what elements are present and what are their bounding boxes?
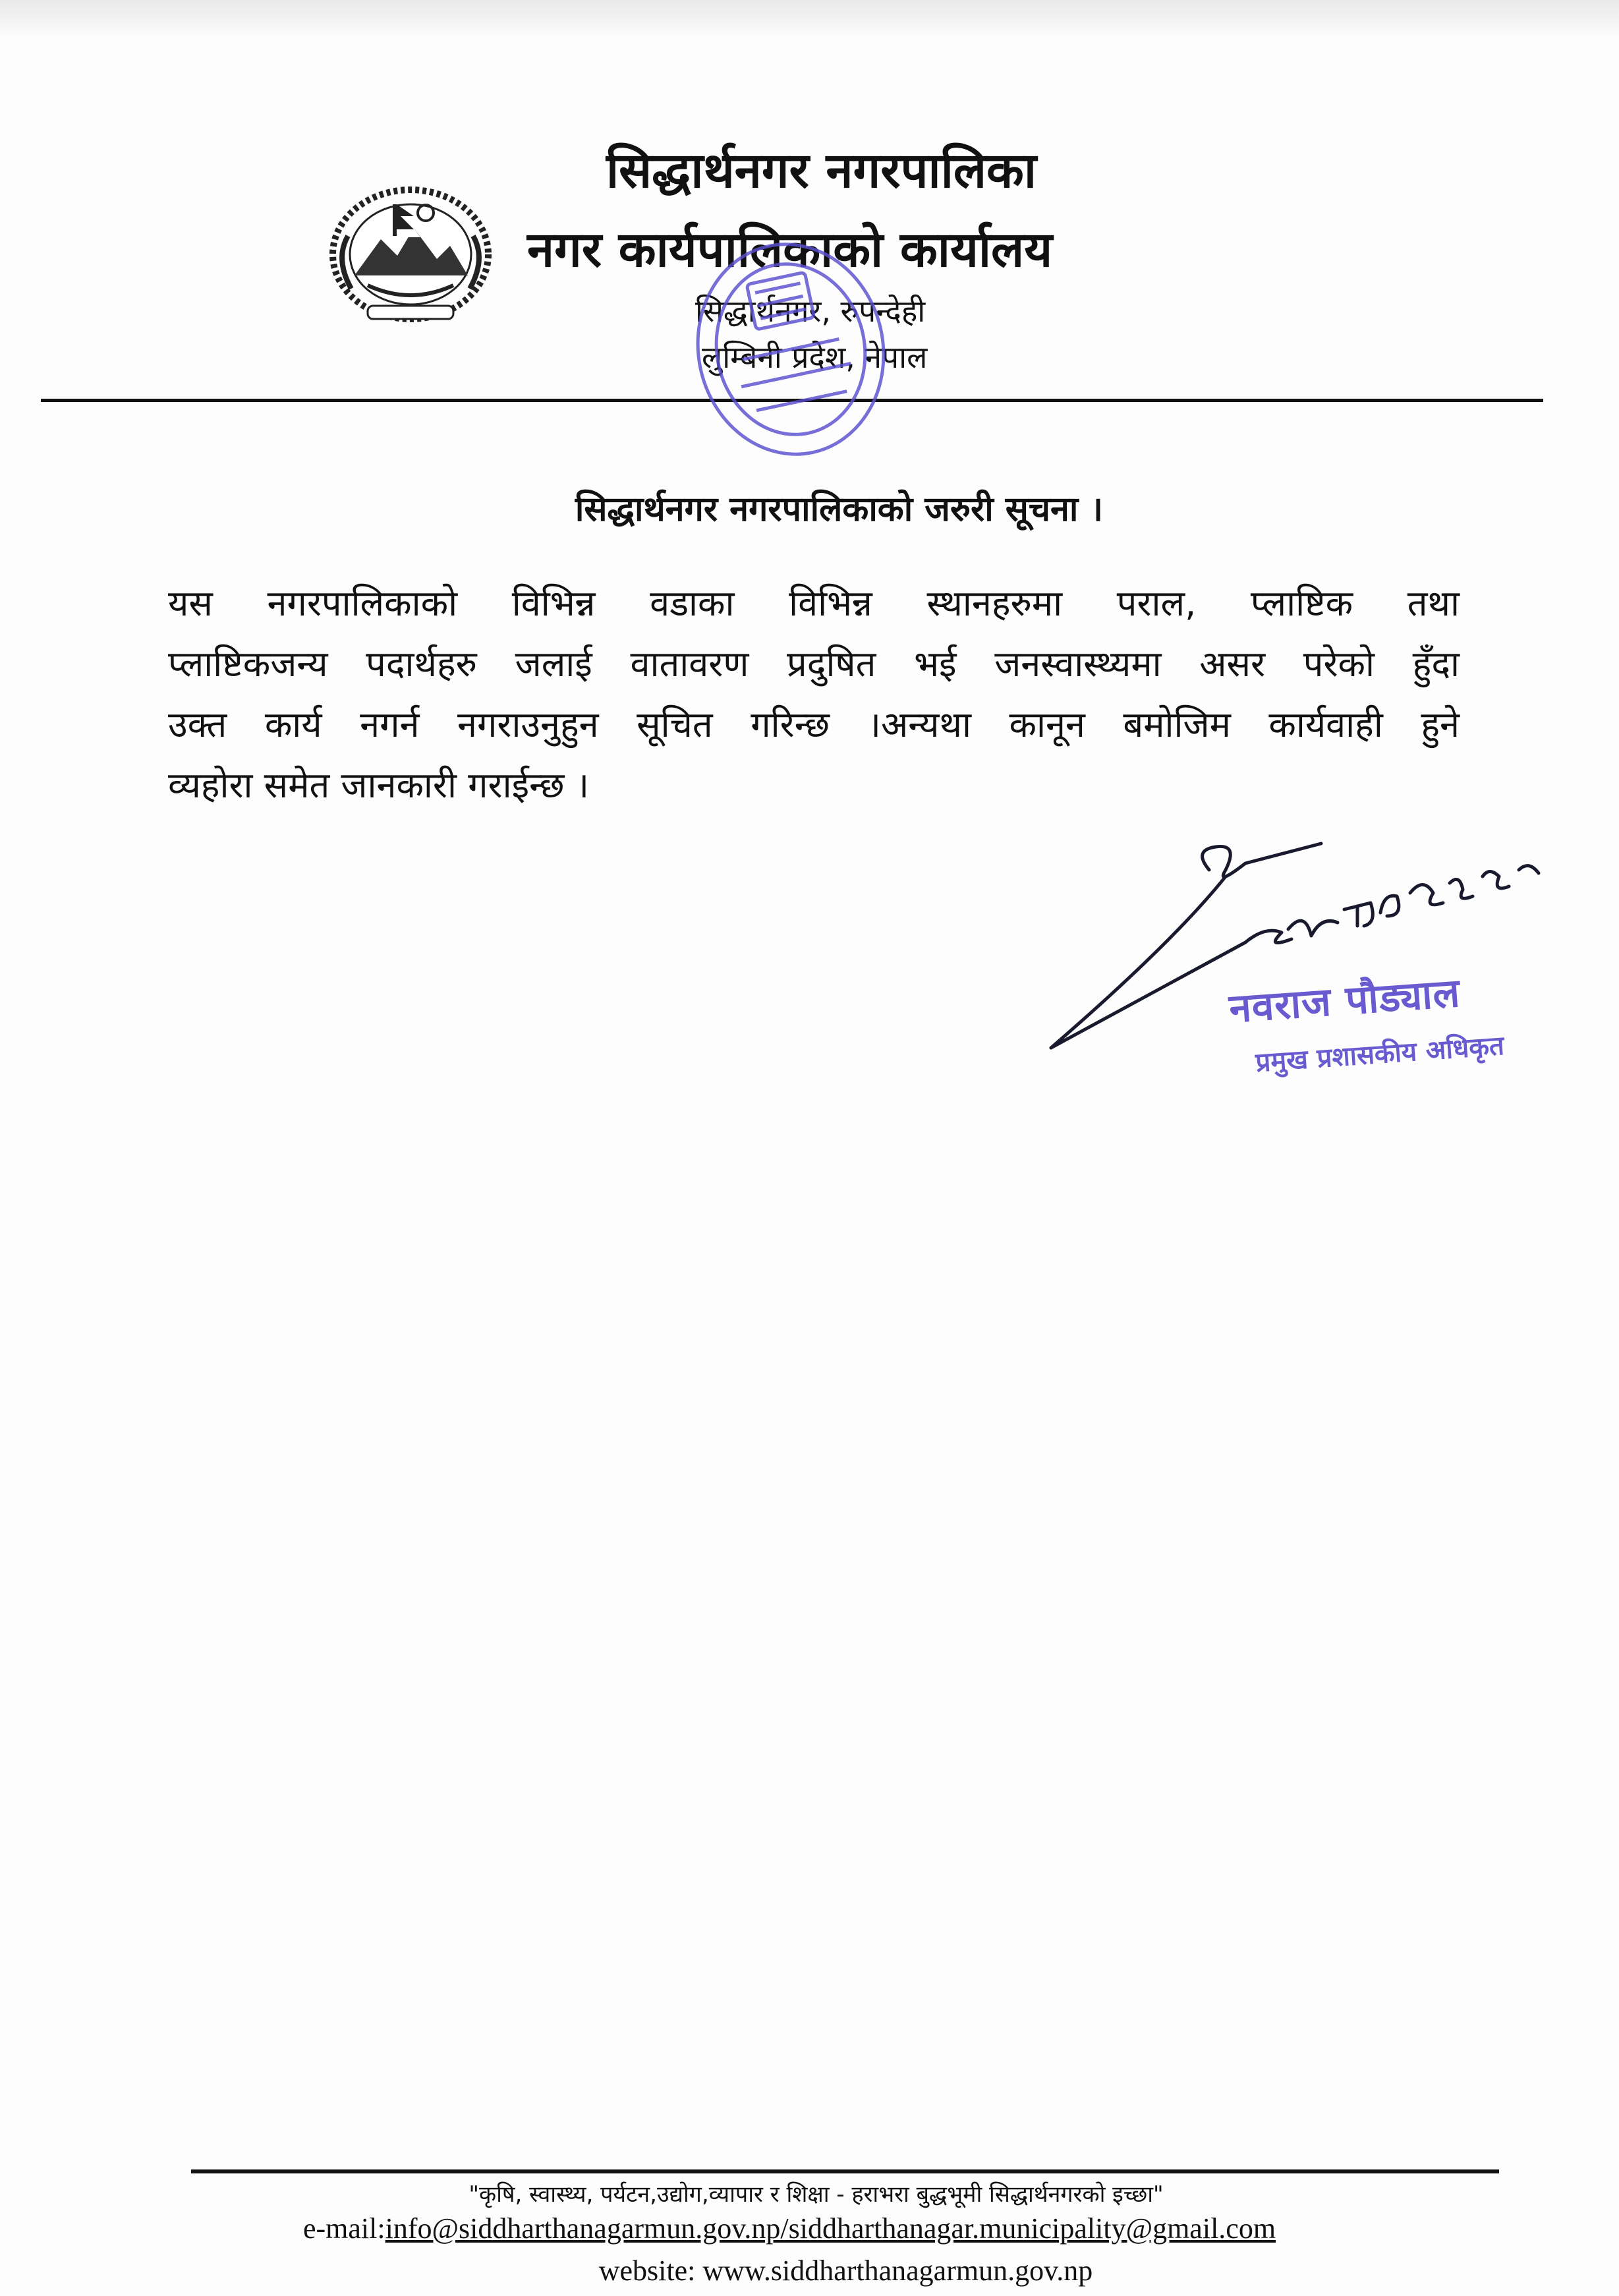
email-label: e-mail: bbox=[303, 2212, 385, 2245]
address-line-2: लुम्बिनी प्रदेश, नेपाल bbox=[702, 339, 928, 375]
body-line: व्यहोरा समेत जानकारी गराईन्छ । bbox=[168, 764, 590, 806]
municipality-title: सिद्धार्थनगर नगरपालिका bbox=[606, 142, 1037, 199]
footer-email bbox=[303, 2212, 1276, 2245]
signatory-designation-stamp: प्रमुख प्रशासकीय अधिकृत bbox=[1255, 1030, 1506, 1079]
nepal-government-emblem-icon bbox=[315, 177, 506, 328]
footer-divider bbox=[191, 2169, 1499, 2173]
office-seal-stamp bbox=[682, 224, 899, 474]
scan-edge-shadow bbox=[0, 0, 1619, 40]
body-line: यस नगरपालिकाको विभिन्न वडाका विभिन्न स्थानहरुमा पराल, प्लाष्टिक तथा bbox=[168, 583, 1460, 624]
website-link[interactable]: www.siddharthanagarmun.gov.np bbox=[702, 2254, 1093, 2287]
body-line: प्लाष्टिकजन्य पदार्थहरु जलाई वातावरण प्रदुषित भई जनस्वास्थ्यमा असर परेको हुँदा bbox=[168, 643, 1460, 685]
body-line: उक्त कार्य नगर्न नगराउनुहुन सूचित गरिन्छ ।अन्यथा कानून बमोजिम कार्यवाही हुने bbox=[168, 704, 1460, 745]
signatory-name-stamp: नवराज पौड्याल bbox=[1228, 969, 1462, 1033]
footer-motto: "कृषि, स्वास्थ्य, पर्यटन,उद्योग,व्यापार र शिक्षा - हराभरा बुद्धभूमी सिद्धार्थनगरको इच्छा" bbox=[469, 2181, 1164, 2208]
footer-website bbox=[0, 2254, 1619, 2287]
notice-subject: सिद्धार्थनगर नगरपालिकाको जरुरी सूचना । bbox=[575, 490, 1104, 529]
office-title: नगर कार्यपालिकाको कार्यालय bbox=[527, 221, 1053, 278]
address-line-1: सिद्धार्थनगर, रुपन्देही bbox=[695, 293, 926, 329]
website-label: website: bbox=[598, 2254, 696, 2287]
email-link[interactable]: info@siddharthanagarmun.gov.np/siddharthanagar.municipality@gmail.com bbox=[385, 2212, 1276, 2245]
notice-body bbox=[168, 573, 1460, 816]
